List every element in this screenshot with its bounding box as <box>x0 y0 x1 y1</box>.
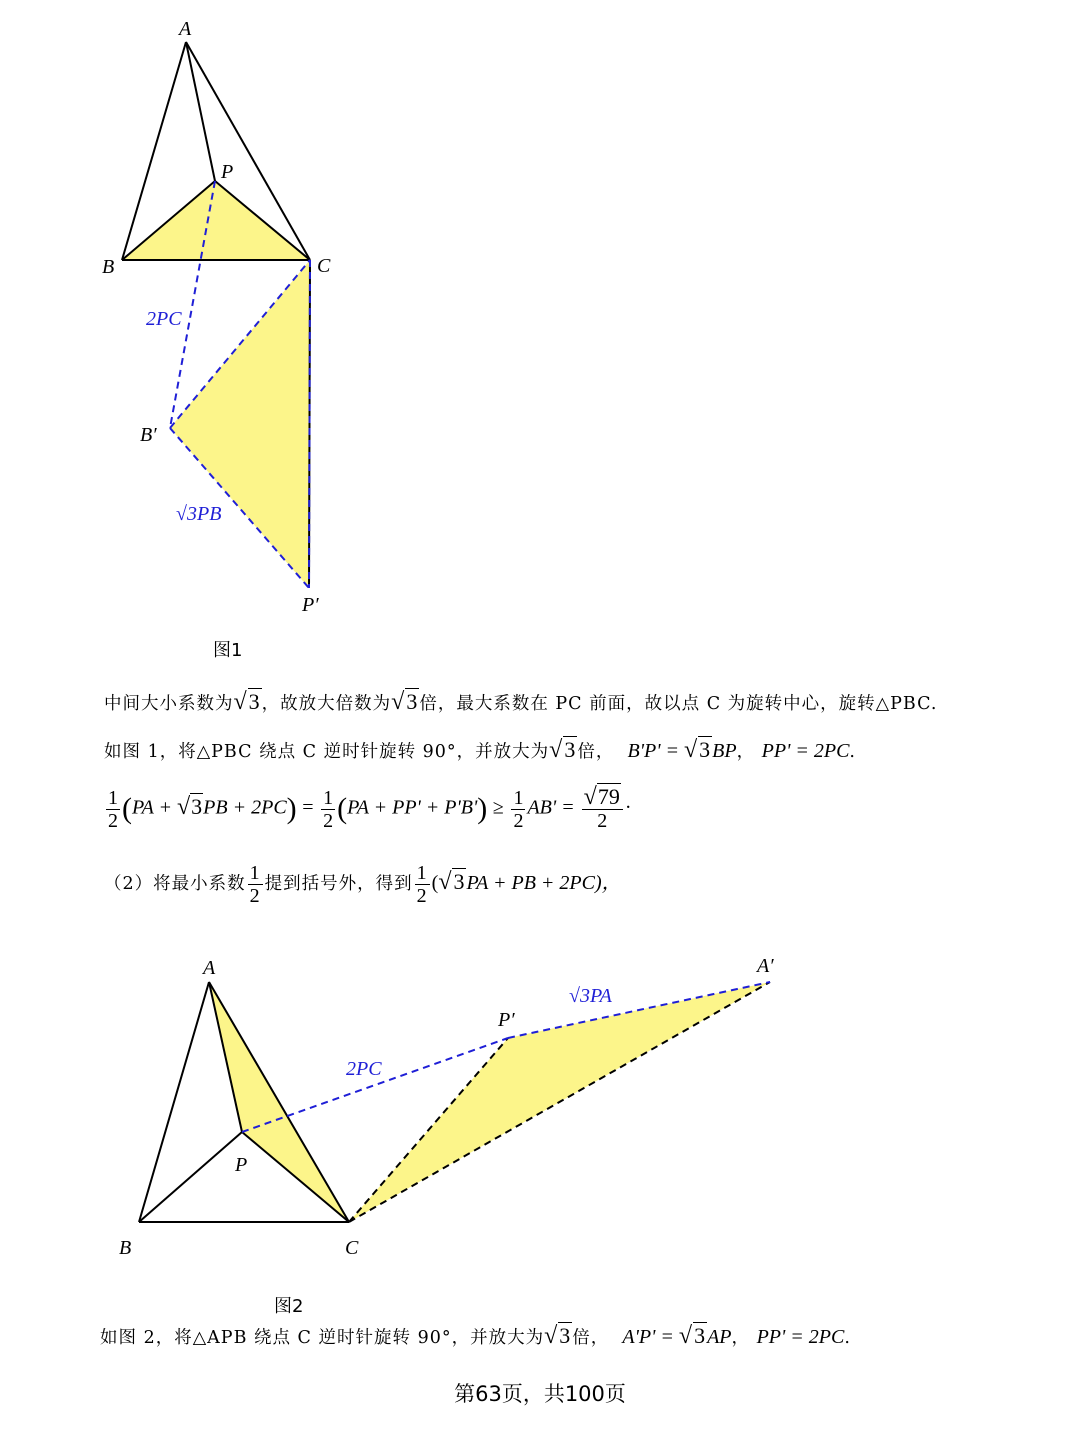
text-segment: ，故放大倍数为 <box>261 694 392 714</box>
label-p-prime: P′ <box>498 1009 515 1031</box>
formula-line <box>104 786 632 832</box>
period: · <box>624 796 632 819</box>
text-segment: 倍， <box>577 742 615 762</box>
text-segment: 倍，最大系数在 PC 前面，故以点 C 为旋转中心，旋转△PBC. <box>419 694 938 714</box>
denominator: 2 <box>416 885 428 907</box>
paragraph-line-2 <box>104 738 856 762</box>
sqrt-expression: √3 <box>391 689 419 715</box>
figure-1-caption: 图1 <box>213 640 243 661</box>
triangle-b-prime-p-prime-c-fill <box>170 260 310 588</box>
numerator: 1 <box>108 786 118 809</box>
paragraph-line-1 <box>104 690 937 714</box>
denominator: 2 <box>249 885 261 907</box>
numerator <box>582 786 623 810</box>
equals-sign: = <box>302 796 314 819</box>
figure-1 <box>0 0 560 624</box>
paragraph-line-4 <box>100 1324 851 1348</box>
sqrt-expression: √3 <box>233 689 261 715</box>
label-c: C <box>317 255 331 277</box>
text-segment: 提到括号外，得到 <box>264 874 413 894</box>
math-part: PB + 2PC <box>203 796 287 819</box>
label-b-prime: B′ <box>140 424 157 446</box>
sqrt-expression: √3 <box>438 869 466 895</box>
label-p: P <box>235 1154 248 1176</box>
text-segment: 如图 1，将△PBC 绕点 C 逆时针旋转 90°，并放大为 <box>104 742 550 762</box>
numerator: 1 <box>249 862 261 884</box>
label-a: A <box>179 18 192 40</box>
label-a: A <box>203 957 216 979</box>
math-bp: BP <box>712 740 737 762</box>
label-2pc: 2PC <box>346 1058 382 1080</box>
math-part: PA + <box>132 796 177 819</box>
math-part: PA + PB + 2PC)， <box>466 872 622 894</box>
fraction-half <box>321 787 335 832</box>
fraction-sqrt79-over-2 <box>582 786 623 832</box>
math-part: AB' = <box>527 796 580 819</box>
denominator: 2 <box>597 810 608 832</box>
fraction-half <box>415 862 430 907</box>
open-paren: ( <box>431 872 439 894</box>
radicand: 3 <box>699 737 712 762</box>
radicand: 3 <box>559 1323 572 1348</box>
text-segment: . <box>849 742 856 762</box>
figure-1-diagram <box>0 0 560 620</box>
radicand: 3 <box>191 793 203 819</box>
open-paren: ( <box>337 792 348 825</box>
math-b-prime-p-prime: B'P' = <box>627 740 684 762</box>
open-paren: ( <box>122 792 132 825</box>
radicand: 3 <box>694 1323 707 1348</box>
radicand: 79 <box>597 784 620 809</box>
denominator: 2 <box>108 809 118 832</box>
sqrt-expression: √3 <box>544 1323 572 1349</box>
radicand: 3 <box>453 869 466 894</box>
math-part: PA + PP' + P'B' <box>347 796 478 819</box>
text-segment: 倍， <box>572 1328 610 1348</box>
math-a-prime-p-prime: A'P' = <box>622 1326 679 1348</box>
close-paren: ) <box>286 792 297 825</box>
text-segment: ， <box>731 1328 750 1348</box>
text-segment: （2）将最小系数 <box>104 874 246 894</box>
numerator: 1 <box>416 862 428 884</box>
numerator: 1 <box>513 786 524 809</box>
geq-sign: ≥ <box>492 796 504 819</box>
numerator: 1 <box>323 786 334 809</box>
math-ap: AP <box>707 1326 732 1348</box>
figure-2 <box>0 940 900 1274</box>
label-b: B <box>119 1237 132 1259</box>
sqrt-expression: √3 <box>678 1323 707 1349</box>
page-footer: 第63页，共100页 <box>454 1382 626 1406</box>
paragraph-line-3 <box>104 862 622 907</box>
math-pp-prime: PP' = 2PC <box>761 740 850 762</box>
figure-2-caption: 图2 <box>274 1296 304 1317</box>
segment-ac <box>209 982 349 1222</box>
figure-2-diagram <box>0 940 900 1270</box>
fraction-half <box>106 787 120 832</box>
fraction-half <box>248 862 263 907</box>
sqrt-expression: √79 <box>583 784 620 810</box>
label-p-prime: P′ <box>302 594 319 616</box>
denominator: 2 <box>513 809 524 832</box>
sqrt-expression: √3 <box>549 737 577 763</box>
close-paren: ) <box>477 792 488 825</box>
label-sqrt3pa: √3PA <box>569 985 612 1007</box>
text-segment: 中间大小系数为 <box>104 694 234 714</box>
triangle-pbc-fill <box>122 181 310 260</box>
radicand: 3 <box>564 737 577 762</box>
text-segment: ， <box>736 742 756 762</box>
text-segment: . <box>844 1328 851 1348</box>
denominator: 2 <box>323 809 334 832</box>
sqrt-expression: √3 <box>177 793 203 820</box>
fraction-half <box>511 787 525 832</box>
label-2pc: 2PC <box>146 308 182 330</box>
math-pp-prime: PP' = 2PC <box>756 1326 845 1348</box>
segment-ap <box>186 42 215 181</box>
radicand: 3 <box>406 689 419 714</box>
label-sqrt3pb: √3PB <box>176 503 222 525</box>
text-segment: 如图 2，将△APB 绕点 C 逆时针旋转 90°，并放大为 <box>100 1328 545 1348</box>
segment-pb <box>139 1132 242 1222</box>
label-p: P <box>221 161 234 183</box>
label-a-prime: A′ <box>757 955 774 977</box>
segment-ab <box>139 982 209 1222</box>
sqrt-expression: √3 <box>683 737 712 763</box>
label-b: B <box>102 256 115 278</box>
dashed-c-a-prime <box>349 982 770 1222</box>
radicand: 3 <box>248 689 261 714</box>
label-c: C <box>345 1237 359 1259</box>
